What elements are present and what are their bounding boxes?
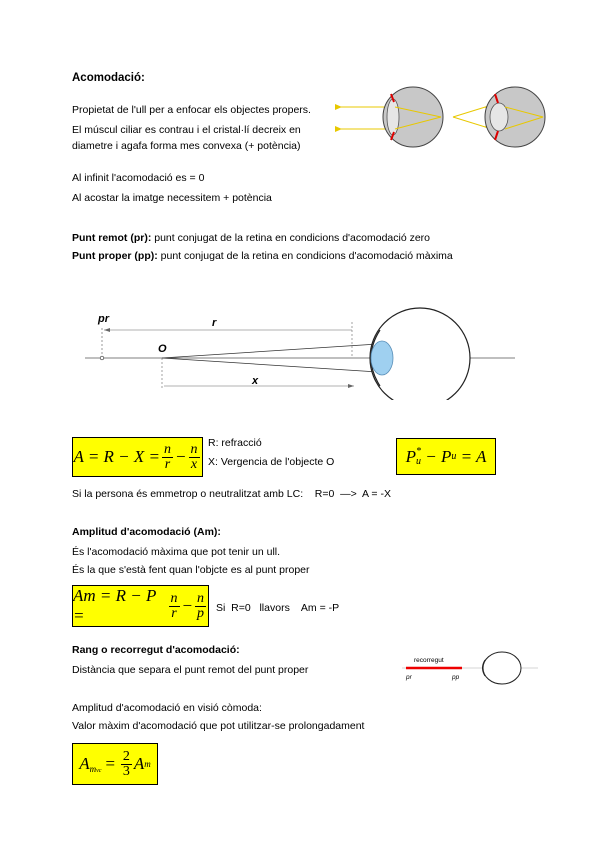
formula2-p2-sub: u xyxy=(451,451,457,462)
formula4-a-sub-vc: vc xyxy=(96,768,102,774)
range-diagram-pr: pr xyxy=(406,674,412,681)
formula4-fraction xyxy=(121,750,132,779)
amplitude-line-2: És la que s'està fent quan l'objcte es al punt proper xyxy=(72,564,310,576)
amplitude-line-1: És l'acomodació màxima que pot tenir un ull. xyxy=(72,546,281,558)
diagram-label-pr: pr xyxy=(98,313,109,325)
infinity-line-2: Al acostar la imatge necessitem + potència xyxy=(72,192,272,204)
formula4-den: 3 xyxy=(122,763,130,779)
formula3-minus: − xyxy=(181,596,193,615)
amplitude-title: Amplitud d'acomodació (Am): xyxy=(72,526,221,538)
formula3-fraction-2 xyxy=(195,592,206,621)
remote-point-text: punt conjugat de la retina en condicions d'acomodació zero xyxy=(151,232,431,244)
range-diagram-pp: pp xyxy=(452,674,460,681)
amplitude-note: Si R=0 llavors Am = -P xyxy=(216,602,340,614)
emmetrope-text: Si la persona és emmetrop o neutralitzat amb LC: R=0 —> A = -X xyxy=(72,488,391,500)
formula4-rhs: A xyxy=(133,754,145,773)
formula2-p1: P xyxy=(405,446,416,466)
formula1-d1: r xyxy=(164,456,171,472)
formula2-rest: = A xyxy=(456,446,487,466)
intro-line-3: diametre i agafa forma mes convexa (+ potència) xyxy=(72,140,301,152)
formula4-rhs-sub: m xyxy=(144,759,151,769)
near-point-term: Punt proper (pp): xyxy=(72,250,158,262)
accommodated-eye-figure xyxy=(453,87,545,147)
formula3-lhs: Am = R − P = xyxy=(73,586,157,625)
formula2-p2: P xyxy=(440,446,452,466)
remote-point-term: Punt remot (pr): xyxy=(72,232,152,244)
diagram-label-o: O xyxy=(158,343,167,355)
formula2-minus: − xyxy=(420,446,441,466)
page-title: Acomodació: xyxy=(72,72,145,84)
range-title: Rang o recorregut d'acomodació: xyxy=(72,644,240,656)
formula2-p1-sup: * xyxy=(415,445,421,457)
intro-line-2: El múscul ciliar es contrau i el cristal·lí decreix en xyxy=(72,124,301,136)
formula3-n1: n xyxy=(170,590,178,606)
comfort-line-1: Amplitud d'acomodació en visió còmoda: xyxy=(72,702,262,714)
relaxed-eye-figure xyxy=(335,87,443,147)
near-point-text: punt conjugat de la retina en condicions d'acomodació màxima xyxy=(157,250,453,262)
amplitude-formula xyxy=(72,585,209,627)
formula4-num: 2 xyxy=(122,748,130,764)
formula3-n2: n xyxy=(197,590,204,606)
formula1-fraction-2 xyxy=(189,443,200,472)
formula3-d1: r xyxy=(171,605,177,621)
diagram-label-r: r xyxy=(212,317,217,329)
range-eye xyxy=(483,652,521,684)
formula3-d2: p xyxy=(197,605,204,621)
formula4-a: A xyxy=(79,754,90,773)
infinity-line-1: Al infinit l'acomodació es = 0 xyxy=(72,172,205,184)
legend-vergence: X: Vergencia de l'objecte O xyxy=(208,456,335,468)
formula1-n1: n xyxy=(164,441,172,457)
accommodation-eyes-illustration xyxy=(335,80,550,160)
remote-point-diagram xyxy=(80,300,520,400)
formula4-eq: = xyxy=(104,754,116,773)
vergence-formula xyxy=(396,438,496,475)
comfort-formula xyxy=(72,743,158,785)
diagram-label-x: x xyxy=(252,375,259,387)
range-text: Distància que separa el punt remot del punt proper xyxy=(72,664,309,676)
formula1-n2: n xyxy=(190,441,198,457)
formula1-fraction-1 xyxy=(162,443,173,472)
legend-refraction: R: refracció xyxy=(208,437,262,449)
eye-lens xyxy=(371,341,393,375)
formula2-p1-sub: u xyxy=(415,455,421,467)
accommodation-formula xyxy=(72,437,203,477)
remote-point-definition xyxy=(72,232,430,244)
intro-line-1: Propietat de l'ull per a enfocar els objectes propers. xyxy=(72,104,311,116)
range-diagram-label: recorregut xyxy=(414,657,444,664)
formula1-lhs: A = R − X = xyxy=(73,447,161,466)
range-diagram xyxy=(400,648,540,688)
formula3-fraction-1 xyxy=(169,592,180,621)
formula4-a-sub-m: m xyxy=(89,764,97,774)
near-point-definition xyxy=(72,250,453,262)
formula1-d2: x xyxy=(190,456,198,472)
formula1-minus: − xyxy=(175,447,187,466)
comfort-line-2: Valor màxim d'acomodació que pot utilitzar-se prolongadament xyxy=(72,720,365,732)
formula4-a-sub xyxy=(90,764,102,774)
